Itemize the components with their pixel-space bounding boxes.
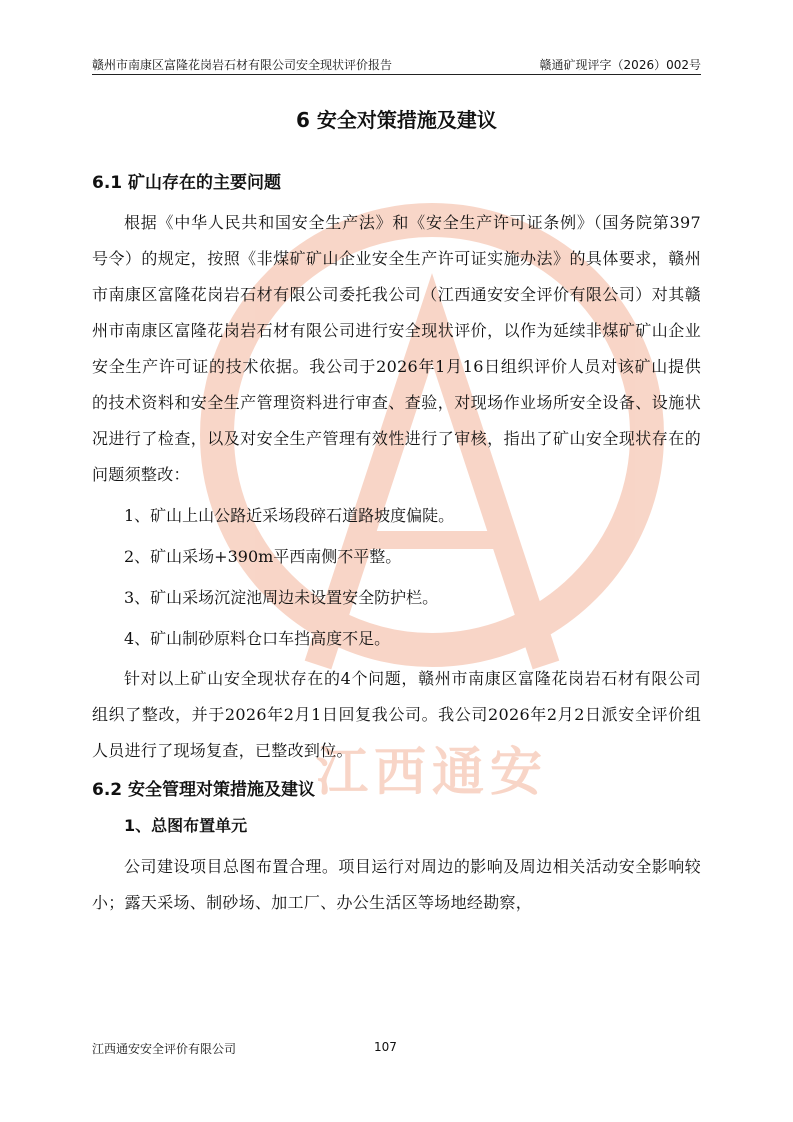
section-6-1-title: 6.1 矿山存在的主要问题: [92, 173, 282, 193]
section-6-1-conclusion: 针对以上矿山安全现状存在的4个问题，赣州市南康区富隆花岗岩石材有限公司组织了整改，并于2026年2月1日回复我公司。我公司2026年2月2日派安全评价组人员进行了现场复查，已整改到位。: [92, 669, 701, 760]
section-6-2-title: 6.2 安全管理对策措施及建议: [92, 780, 316, 800]
subsection-layout-unit-title: 1、总图布置单元: [124, 816, 248, 835]
section-6-1-intro: 根据《中华人民共和国安全生产法》和《安全生产许可证条例》（国务院第397号令）的规定，按照《非煤矿矿山企业安全生产许可证实施办法》的具体要求，赣州市南康区富隆花岗岩石材有限公司委托我公司（江西通安安全评价有限公司）对其赣州市南康区富隆花岗岩石材有限公司进行安全现状评价，以作为延续非煤矿矿山企业安全生产许可证的技术依据。我公司于2026年1月16日组织评价人员对该矿山提供的技术资料和安全生产管理资料进行审查、查验，对现场作业场所安全设备、设施状况进行了检查，以及对安全生产管理有效性进行了审核，指出了矿山安全现状存在的问题须整改：: [92, 213, 701, 484]
page-header: [92, 56, 701, 75]
page-number: 107: [374, 1040, 397, 1054]
main-content: [92, 104, 701, 921]
footer-company: 江西通安安全评价有限公司: [92, 1042, 237, 1056]
issue-item-3: 3、矿山采场沉淀池周边未设置安全防护栏。: [124, 588, 439, 607]
header-report-title: 赣州市南康区富隆花岗岩石材有限公司安全现状评价报告: [92, 58, 393, 72]
svg-text:江西通安: 江西通安: [315, 743, 549, 803]
issue-item-1: 1、矿山上山公路近采场段碎石道路坡度偏陡。: [124, 506, 455, 525]
section-6-2-paragraph: 公司建设项目总图布置合理。项目运行对周边的影响及周边相关活动安全影响较小；露天采场、制砂场、加工厂、办公生活区等场地经勘察，: [92, 857, 701, 912]
chapter-title: 6 安全对策措施及建议: [296, 108, 497, 132]
issue-item-2: 2、矿山采场+390m平西南侧不平整。: [124, 547, 402, 566]
header-document-number: 赣通矿现评字（2026）002号: [539, 58, 701, 72]
issue-item-4: 4、矿山制砂原料仓口车挡高度不足。: [124, 629, 391, 648]
